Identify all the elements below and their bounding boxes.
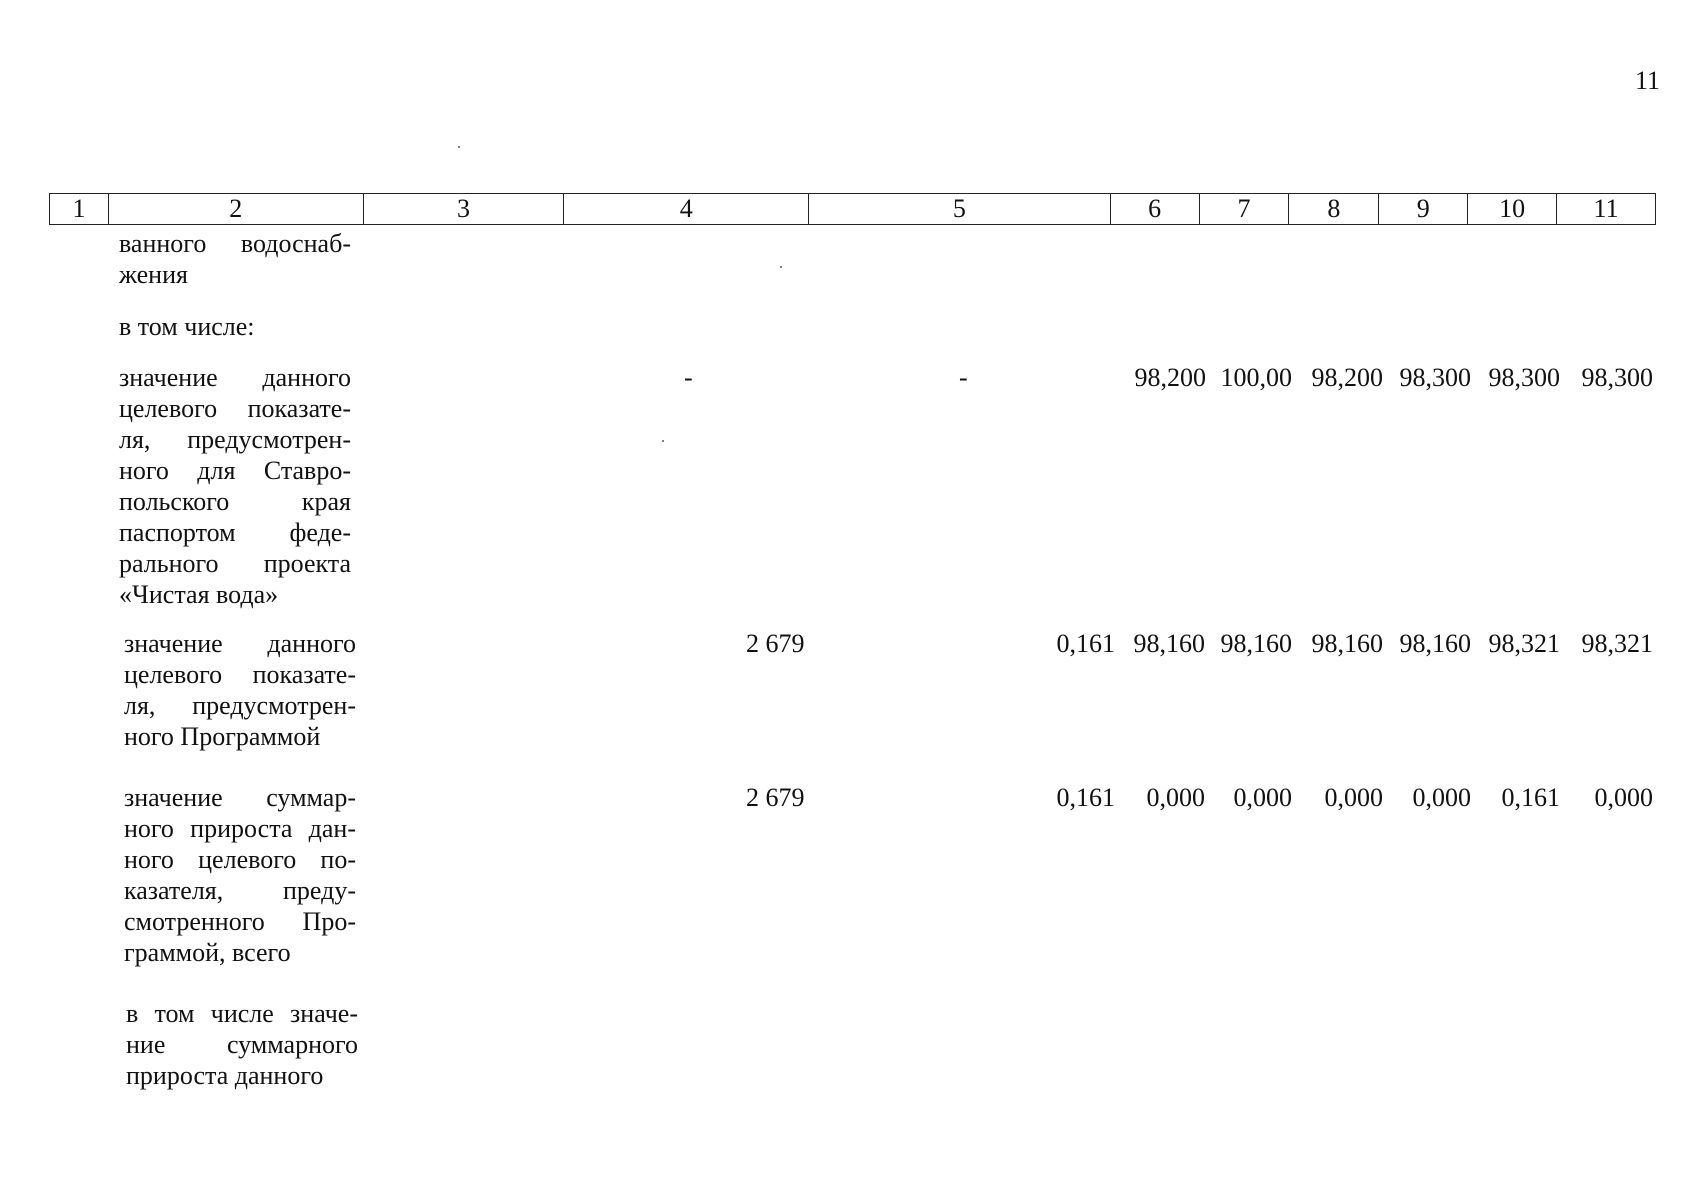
row-sum-text: значение суммар-ного прироста дан-ного целевого по-казателя, преду-смотренного Про-граммой, всего xyxy=(124,783,356,967)
header-col-9: 9 xyxy=(1379,194,1468,224)
row-federal-text: значение данного целевого показате-ля, предусмотрен-ного для Ставро-польского края паспортом феде-рального проекта «Чистая вода» xyxy=(119,363,351,609)
row-sum-col10: 0,161 xyxy=(1501,783,1560,812)
row-federal-col9: 98,300 xyxy=(1399,363,1471,392)
row-program-col5: 0,161 xyxy=(1056,629,1115,658)
row-federal-col5: - xyxy=(959,363,968,392)
row-program-col6: 98,160 xyxy=(1133,629,1205,658)
row-continuation-text: ванного водоснаб-жения xyxy=(119,229,351,289)
row-including-label: в том числе: xyxy=(119,312,255,341)
row-federal-col11: 98,300 xyxy=(1581,363,1653,392)
header-col-11: 11 xyxy=(1593,194,1619,223)
row-program-col9: 98,160 xyxy=(1399,629,1471,658)
row-sum-col9: 0,000 xyxy=(1412,783,1471,812)
row-program-col10: 98,321 xyxy=(1488,629,1560,658)
header-col-3: 3 xyxy=(364,194,565,224)
row-federal-col6: 98,200 xyxy=(1134,363,1206,392)
table-header-row xyxy=(49,193,1656,225)
row-sum-col5: 0,161 xyxy=(1056,783,1115,812)
row-federal-col8: 98,200 xyxy=(1311,363,1383,392)
header-col-10: 10 xyxy=(1468,194,1557,224)
header-col-8: 8 xyxy=(1289,194,1379,224)
row-federal-col7: 100,00 xyxy=(1220,363,1292,392)
scan-speck xyxy=(662,440,664,442)
scan-speck xyxy=(780,266,782,268)
page-number: 11 xyxy=(1634,66,1660,95)
row-including-sum-text: в том числе значе-ние суммарного прироста данного xyxy=(126,999,358,1090)
header-col-1: 1 xyxy=(50,194,109,224)
header-col-5: 5 xyxy=(809,194,1111,224)
row-federal-col4: - xyxy=(684,363,693,392)
row-sum-col7: 0,000 xyxy=(1233,783,1292,812)
row-federal-col10: 98,300 xyxy=(1488,363,1560,392)
row-program-col11: 98,321 xyxy=(1581,629,1653,658)
header-col-4: 4 xyxy=(564,194,809,224)
scan-speck xyxy=(458,146,460,148)
row-sum-col6: 0,000 xyxy=(1146,783,1205,812)
header-col-7: 7 xyxy=(1200,194,1290,224)
row-sum-col11: 0,000 xyxy=(1594,783,1653,812)
row-program-text: значение данного целевого показате-ля, предусмотрен-ного Программой xyxy=(124,629,356,751)
header-col-2: 2 xyxy=(109,194,364,224)
row-program-col4: 2 679 xyxy=(746,629,805,658)
header-col-6: 6 xyxy=(1111,194,1200,224)
row-program-col7: 98,160 xyxy=(1220,629,1292,658)
row-program-col8: 98,160 xyxy=(1311,629,1383,658)
row-sum-col4: 2 679 xyxy=(746,783,805,812)
row-sum-col8: 0,000 xyxy=(1324,783,1383,812)
